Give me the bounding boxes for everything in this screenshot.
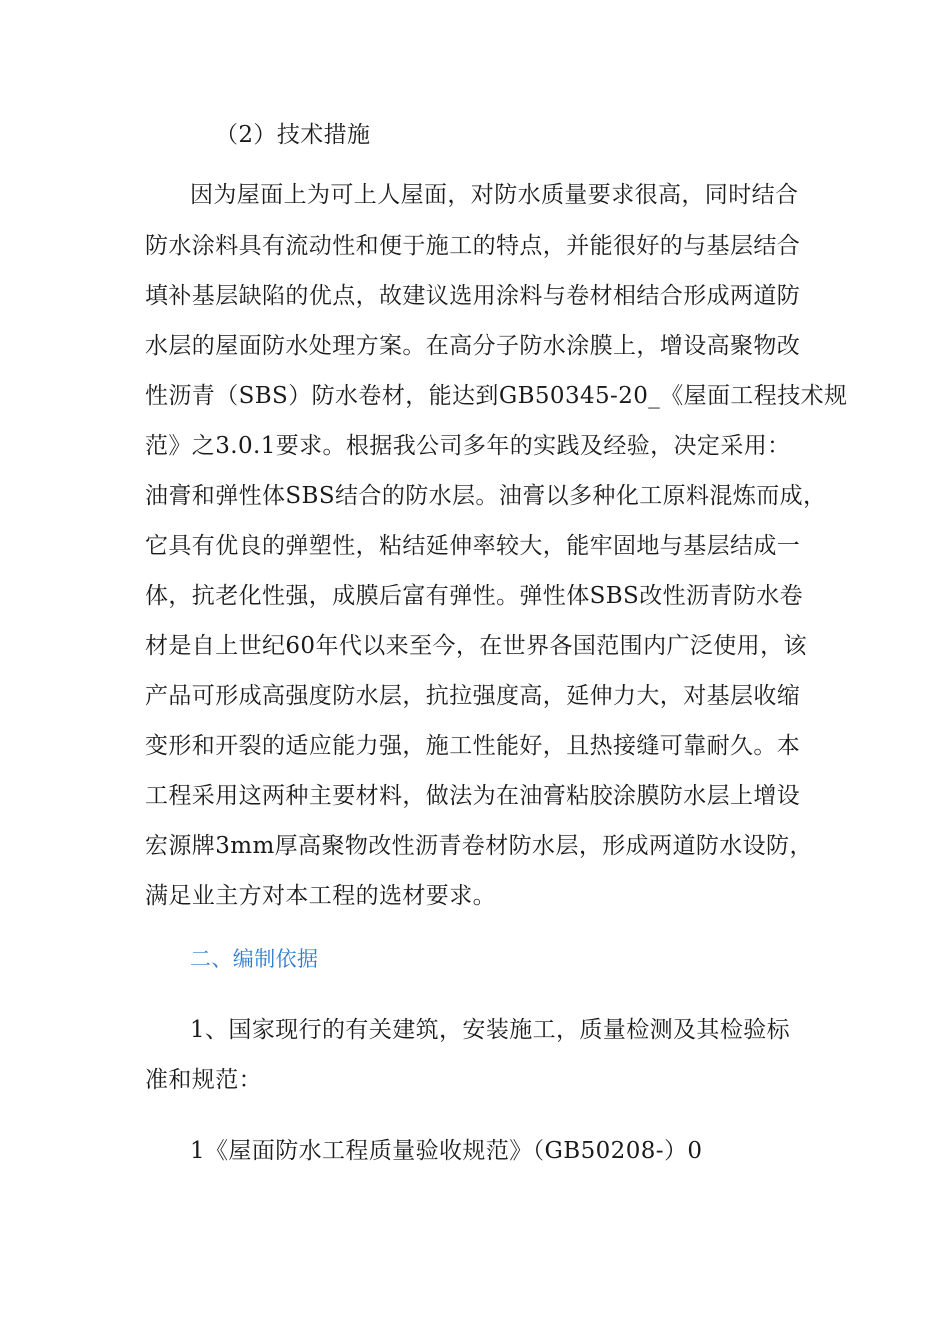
paragraph-line: 宏源牌3mm厚高聚物改性沥青卷材防水层，形成两道防水设防，: [145, 833, 813, 859]
list-item-line: 1、国家现行的有关建筑，安装施工，质量检测及其检验标: [190, 1017, 791, 1043]
standard-reference: 1《屋面防水工程质量验收规范》（GB50208-）0: [190, 1138, 703, 1164]
paragraph-line: 油膏和弹性体SBS结合的防水层。油膏以多种化工原料混炼而成，: [145, 483, 827, 509]
paragraph-line: 工程采用这两种主要材料，做法为在油膏粘胶涂膜防水层上增设: [145, 783, 801, 809]
paragraph-line: 范》之3.0.1要求。根据我公司多年的实践及经验，决定采用：: [145, 433, 791, 459]
subsection-title: （2）技术措施: [215, 122, 371, 148]
paragraph-line: 体，抗老化性强，成膜后富有弹性。弹性体SBS改性沥青防水卷: [145, 583, 804, 609]
paragraph-line: 变形和开裂的适应能力强，施工性能好，且热接缝可靠耐久。本: [145, 733, 801, 759]
paragraph-line: 填补基层缺陷的优点，故建议选用涂料与卷材相结合形成两道防: [145, 283, 801, 309]
paragraph-line: 满足业主方对本工程的选材要求。: [145, 883, 496, 909]
paragraph-line: 产品可形成高强度防水层，抗拉强度高，延伸力大，对基层收缩: [145, 683, 801, 709]
paragraph-line: 因为屋面上为可上人屋面，对防水质量要求很高，同时结合: [190, 182, 799, 208]
paragraph-line: 材是自上世纪60年代以来至今，在世界各国范围内广泛使用，该: [145, 633, 807, 659]
paragraph-line: 它具有优良的弹塑性，粘结延伸率较大，能牢固地与基层结成一: [145, 533, 801, 559]
paragraph-line: 防水涂料具有流动性和便于施工的特点，并能很好的与基层结合: [145, 233, 801, 259]
section-heading: 二、编制依据: [190, 947, 319, 971]
paragraph-line: 水层的屋面防水处理方案。在高分子防水涂膜上，增设高聚物改: [145, 333, 801, 359]
list-item-line: 准和规范：: [145, 1067, 262, 1093]
paragraph-line: 性沥青（SBS）防水卷材，能达到GB50345-20_《屋面工程技术规: [145, 383, 848, 409]
